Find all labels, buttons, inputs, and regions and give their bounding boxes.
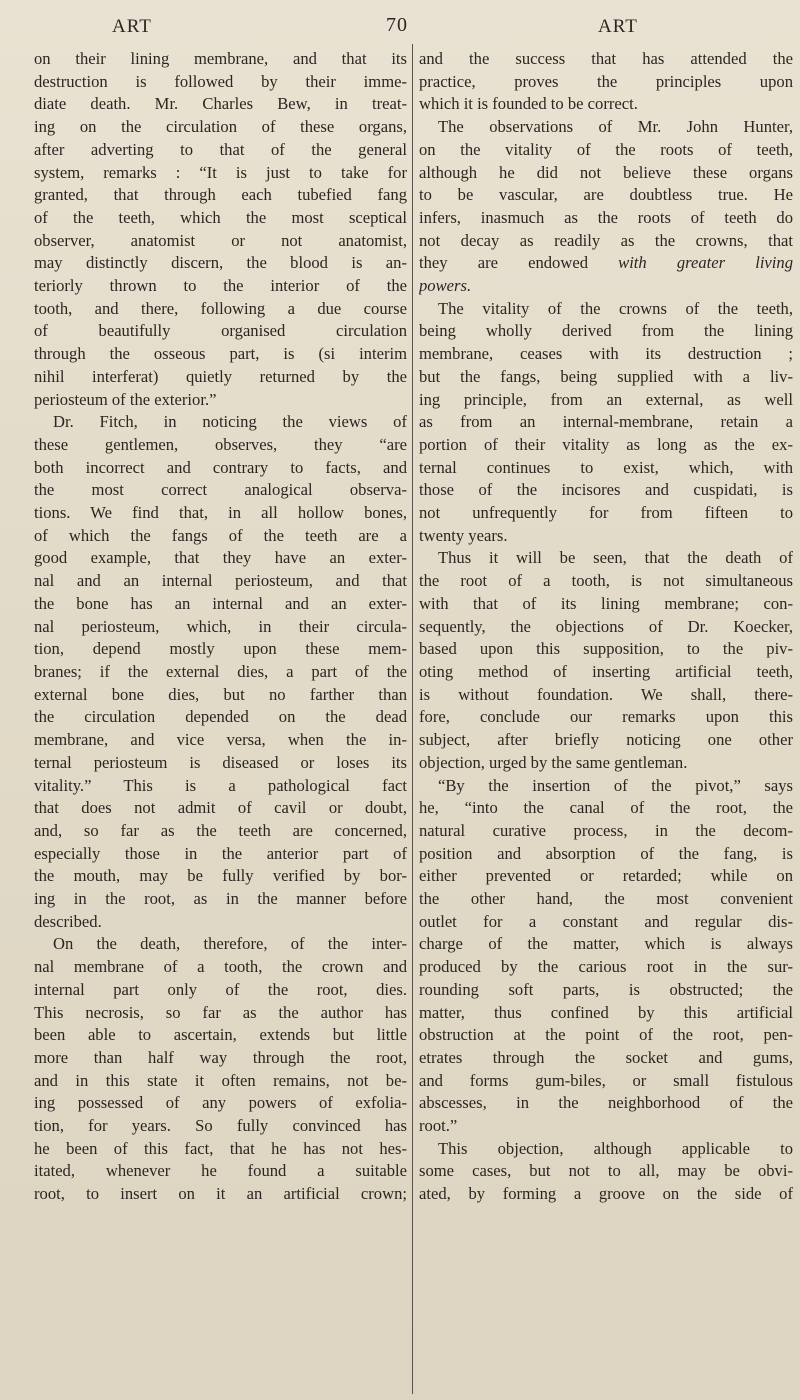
text-line: ing in the root, as in the manner before xyxy=(34,889,407,909)
text-line: the other hand, the most convenient xyxy=(419,889,793,909)
text-line: the circulation depended on the dead xyxy=(34,707,407,727)
text-line: etrates through the socket and gums, xyxy=(419,1047,793,1067)
text-line: and forms gum-biles, or small fistulous xyxy=(419,1070,793,1090)
text-line: which it is founded to be correct. xyxy=(419,94,638,114)
text-line: obstruction at the point of the root, pen- xyxy=(419,1025,793,1045)
text-line: he, “into the canal of the root, the xyxy=(419,798,793,818)
text-line: and, so far as the teeth are concerned, xyxy=(34,820,407,840)
text-line: tooth, and there, following a due course xyxy=(34,298,407,318)
text-line: subject, after briefly noticing one other xyxy=(419,730,793,750)
text-line: not unfrequently for from fifteen to xyxy=(419,503,793,523)
text-line: and the success that has attended the xyxy=(419,49,793,68)
text-line: vitality.” This is a pathological fact xyxy=(34,775,407,795)
text-line: abscesses, in the neighborhood of the xyxy=(419,1093,793,1113)
text-line: of the teeth, which the most sceptical xyxy=(34,207,407,227)
paragraph xyxy=(419,775,793,1138)
text-line: being wholly derived from the lining xyxy=(419,321,793,341)
text-line: internal part only of the root, dies. xyxy=(34,979,407,999)
paragraph xyxy=(419,547,793,774)
text-line: after adverting to that of the general xyxy=(34,139,407,159)
paragraph xyxy=(419,1138,793,1206)
text-line: root, to insert on it an artificial crown; xyxy=(34,1184,407,1204)
paragraph xyxy=(419,298,793,548)
text-line: but the fangs, being supplied with a liv- xyxy=(419,366,793,386)
text-line: objection, urged by the same gentleman. xyxy=(419,752,688,772)
text-line: destruction is followed by their imme- xyxy=(34,71,407,91)
text-line: charge of the matter, which is always xyxy=(419,934,793,954)
text-line: oting method of inserting artificial teeth, xyxy=(419,661,793,681)
text-line: observer, anatomist or not anatomist, xyxy=(34,230,407,250)
text-line: membrane, ceases with its destruction ; xyxy=(419,344,793,364)
text-line: position and absorption of the fang, is xyxy=(419,843,793,863)
paragraph xyxy=(34,933,407,1205)
text-line: ternal periosteum is diseased or loses its xyxy=(34,752,407,772)
text-line: ternal continues to exist, which, with xyxy=(419,457,793,477)
text-line: of beautifully organised circulation xyxy=(34,321,407,341)
paragraph xyxy=(419,48,793,116)
text-line: infers, inasmuch as the roots of teeth do xyxy=(419,207,793,227)
text-line: external bone dies, but no farther than xyxy=(34,684,407,704)
text-line: they are endowed with greater living xyxy=(419,253,793,273)
text-line: This necrosis, so far as the author has xyxy=(34,1002,407,1022)
text-line: itated, whenever he found a suitable xyxy=(34,1161,407,1181)
text-line: based upon this supposition, to the piv- xyxy=(419,639,793,659)
text-line: is without foundation. We shall, there- xyxy=(419,684,793,704)
text-line: on their lining membrane, and that its xyxy=(34,49,407,68)
text-line: the root of a tooth, is not simultaneous xyxy=(419,571,793,591)
text-line: ing possessed of any powers of exfolia- xyxy=(34,1093,407,1113)
text-line: teriorly thrown to the interior of the xyxy=(34,276,407,296)
page-number: 70 xyxy=(386,14,408,36)
text-line: Thus it will be seen, that the death of xyxy=(438,548,793,568)
paragraph xyxy=(34,48,407,411)
left-text-column xyxy=(34,48,407,1206)
text-line: tion, depend mostly upon these mem- xyxy=(34,639,407,659)
text-line: those of the incisores and cuspidati, is xyxy=(419,480,793,500)
text-line: twenty years. xyxy=(419,525,508,545)
text-line: ated, by forming a groove on the side of xyxy=(419,1184,793,1204)
text-line: granted, that through each tubefied fang xyxy=(34,185,407,205)
text-line: with that of its lining membrane; con- xyxy=(419,593,793,613)
text-line: he been of this fact, that he has not hes- xyxy=(34,1138,407,1158)
running-header xyxy=(0,10,800,40)
text-line: although he did not believe these organs xyxy=(419,162,793,182)
text-line: ing on the circulation of these organs, xyxy=(34,117,407,137)
text-line: of which the fangs of the teeth are a xyxy=(34,525,407,545)
text-line: nihil interferat) quietly returned by the xyxy=(34,366,407,386)
text-line: powers. xyxy=(419,276,472,296)
header-right-title: ART xyxy=(598,16,638,37)
text-line: especially those in the anterior part of xyxy=(34,843,407,863)
right-text-column xyxy=(419,48,793,1206)
text-line: “By the insertion of the pivot,” says xyxy=(438,775,793,795)
text-line: either prevented or retarded; while on xyxy=(419,866,793,886)
text-line: tions. We find that, in all hollow bones, xyxy=(34,503,407,523)
text-line: fore, conclude our remarks upon this xyxy=(419,707,793,727)
text-line: This objection, although applicable to xyxy=(438,1138,793,1158)
text-line: nal and an internal periosteum, and that xyxy=(34,571,407,591)
text-line: and in this state it often remains, not be- xyxy=(34,1070,407,1090)
text-line: periosteum of the exterior.” xyxy=(34,389,217,409)
text-line: membrane, and vice versa, when the in- xyxy=(34,730,407,750)
text-line: produced by the carious root in the sur- xyxy=(419,957,793,977)
text-line: rounding soft parts, is obstructed; the xyxy=(419,979,793,999)
text-line: the mouth, may be fully verified by bor- xyxy=(34,866,407,886)
text-line: these gentlemen, observes, they “are xyxy=(34,434,407,454)
text-line: not decay as readily as the crowns, that xyxy=(419,230,793,250)
paragraph xyxy=(34,411,407,933)
column-divider xyxy=(412,44,413,1394)
text-line: the most correct analogical observa- xyxy=(34,480,407,500)
text-line: The observations of Mr. John Hunter, xyxy=(438,117,793,137)
text-line: good example, that they have an exter- xyxy=(34,548,407,568)
paragraph xyxy=(419,116,793,298)
text-line: Dr. Fitch, in noticing the views of xyxy=(53,412,407,432)
text-line: on the vitality of the roots of teeth, xyxy=(419,139,793,159)
text-line: ing principle, from an external, as well xyxy=(419,389,793,409)
text-line: sequently, the objections of Dr. Koecker, xyxy=(419,616,793,636)
text-line: to be vascular, are doubtless true. He xyxy=(419,185,793,205)
text-line: both incorrect and contrary to facts, and xyxy=(34,457,407,477)
text-line: natural curative process, in the decom- xyxy=(419,820,793,840)
text-line: nal periosteum, which, in their circula- xyxy=(34,616,407,636)
text-line: that does not admit of cavil or doubt, xyxy=(34,798,407,818)
text-line: may distinctly discern, the blood is an- xyxy=(34,253,407,273)
text-line: The vitality of the crowns of the teeth, xyxy=(438,298,793,318)
text-line: through the osseous part, is (si interim xyxy=(34,344,407,364)
text-line: nal membrane of a tooth, the crown and xyxy=(34,957,407,977)
text-line: system, remarks : “It is just to take for xyxy=(34,162,407,182)
text-line: On the death, therefore, of the inter- xyxy=(53,934,407,954)
text-line: root.” xyxy=(419,1116,458,1136)
text-line: been able to ascertain, extends but little xyxy=(34,1025,407,1045)
header-left-title: ART xyxy=(112,16,152,37)
text-line: branes; if the external dies, a part of the xyxy=(34,661,407,681)
text-line: portion of their vitality as long as the ex- xyxy=(419,434,793,454)
text-line: outlet for a constant and regular dis- xyxy=(419,911,793,931)
text-line: as from an internal-membrane, retain a xyxy=(419,412,793,432)
text-line: the bone has an internal and an exter- xyxy=(34,593,407,613)
text-line: practice, proves the principles upon xyxy=(419,71,793,91)
text-line: more than half way through the root, xyxy=(34,1047,407,1067)
text-line: matter, thus confined by this artificial xyxy=(419,1002,793,1022)
text-line: described. xyxy=(34,911,102,931)
text-line: diate death. Mr. Charles Bew, in treat- xyxy=(34,94,407,114)
text-line: some cases, but not to all, may be obvi- xyxy=(419,1161,793,1181)
text-line: tion, for years. So fully convinced has xyxy=(34,1116,407,1136)
